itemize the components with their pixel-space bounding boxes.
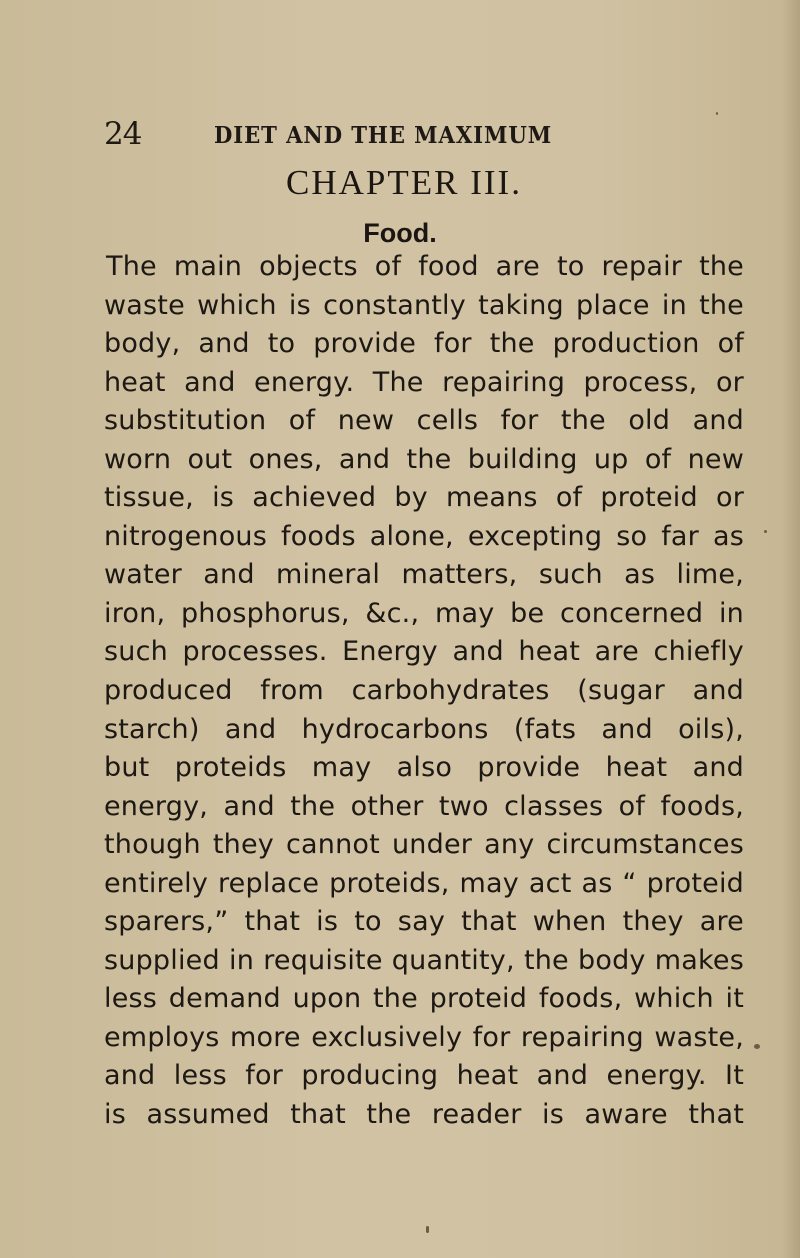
text-line: entirely replace proteids, may act as “ proteid	[104, 867, 744, 899]
text-line: employs more exclusively for repairing waste,	[104, 1021, 744, 1053]
text-line: such processes. Energy and heat are chiefly	[104, 636, 744, 668]
text-line: The main objects of food are to repair the	[106, 251, 744, 282]
text-line: starch) and hydrocarbons (fats and oils),	[104, 713, 744, 745]
chapter-heading: CHAPTER III.	[286, 163, 522, 202]
text-line: produced from carbohydrates (sugar and	[104, 675, 744, 707]
body-paragraph	[104, 248, 744, 1135]
paper-speck	[426, 1226, 429, 1233]
paper-speck	[716, 112, 718, 115]
text-line: sparers,” that is to say that when they are	[104, 906, 744, 938]
text-line: waste which is constantly taking place in the	[104, 289, 744, 321]
text-line: heat and energy. The repairing process, or	[104, 366, 744, 398]
text-line: and less for producing heat and energy. It	[104, 1060, 744, 1092]
text-line: nitrogenous foods alone, excepting so far as	[104, 520, 744, 552]
text-line: is assumed that the reader is aware that	[104, 1099, 744, 1131]
text-line: supplied in requisite quantity, the body makes	[104, 944, 744, 976]
running-title: DIET AND THE MAXIMUM	[214, 122, 553, 149]
page-number: 24	[104, 116, 142, 152]
text-line: water and mineral matters, such as lime,	[104, 559, 744, 591]
page-edge-shadow	[782, 0, 800, 1258]
running-head	[0, 112, 800, 152]
text-line: tissue, is achieved by means of proteid or	[104, 482, 744, 514]
text-line: less demand upon the proteid foods, which it	[104, 983, 744, 1015]
text-line: body, and to provide for the production of	[104, 328, 744, 360]
paper-speck	[754, 1044, 760, 1049]
text-line: energy, and the other two classes of foods,	[104, 790, 744, 822]
text-line: substitution of new cells for the old and	[104, 405, 744, 437]
text-line: though they cannot under any circumstances	[104, 829, 744, 861]
text-line: worn out ones, and the building up of new	[104, 443, 744, 475]
section-heading: Food.	[363, 218, 437, 248]
text-line: iron, phosphorus, &c., may be concerned in	[104, 597, 744, 629]
text-line: but proteids may also provide heat and	[104, 752, 744, 784]
paper-speck	[764, 530, 767, 533]
